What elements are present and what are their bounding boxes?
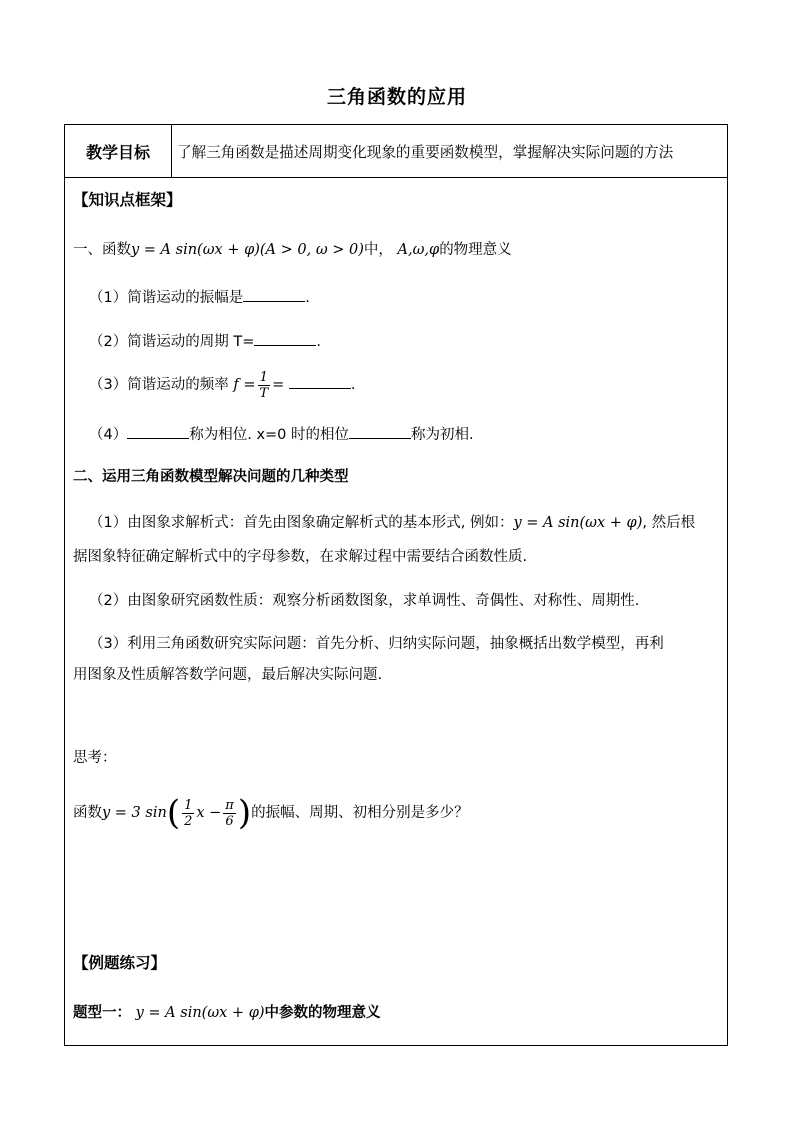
section-one-tail: 的物理意义	[439, 242, 512, 258]
type-one-formula: y = A sin(ωx + φ)	[513, 515, 643, 531]
item-period-end: .	[316, 334, 321, 350]
item-phase	[89, 424, 474, 446]
half-fraction	[182, 798, 194, 829]
fraction-denominator: 6	[225, 813, 234, 829]
item-amplitude	[89, 287, 310, 309]
fraction-denominator: T	[259, 385, 269, 401]
frequency-fraction	[257, 370, 270, 401]
example-type-one-prefix: 题型一：	[73, 1005, 131, 1021]
type-three-line1: （3）利用三角函数研究实际问题：首先分析、归纳实际问题，抽象概括出数学模型，再利	[89, 636, 664, 652]
section-one-vars: A,ω,φ	[397, 242, 440, 258]
examples-heading: 【例题练习】	[73, 954, 167, 972]
answer-blank	[243, 287, 305, 302]
pi-fraction	[223, 798, 236, 829]
objective-row	[65, 125, 727, 178]
item-frequency	[89, 368, 356, 402]
fraction-denominator: 2	[184, 813, 193, 829]
example-type-one-suffix: 中参数的物理意义	[264, 1005, 381, 1021]
page-title: 三角函数的应用	[326, 86, 467, 108]
objective-text: 了解三角函数是描述周期变化现象的重要函数模型，掌握解决实际问题的方法	[177, 143, 674, 161]
type-three-line2: 用图象及性质解答数学问题，最后解决实际问题.	[73, 667, 383, 683]
item-frequency-end: .	[350, 377, 356, 393]
type-two-line: （2）由图象研究函数性质：观察分析函数图象，求单调性、奇偶性、对称性、周期性.	[89, 593, 640, 609]
answer-blank	[289, 374, 351, 389]
example-type-one-formula: y = A sin(ωx + φ)	[135, 1005, 265, 1021]
section-two-heading: 二、运用三角函数模型解决问题的几种类型	[73, 469, 349, 485]
section-one-prefix: 一、函数	[73, 242, 131, 258]
item-period-text: （2）简谐运动的周期 T=	[89, 334, 255, 350]
objective-label: 教学目标	[65, 125, 172, 177]
item-phase-mid: 称为相位. x=0 时的相位	[189, 427, 350, 443]
section-one-line	[73, 239, 512, 261]
example-type-one	[73, 1002, 381, 1024]
equals-sign: =	[272, 377, 285, 393]
answer-blank	[254, 331, 316, 346]
fraction-numerator: 1	[184, 797, 193, 813]
answer-blank	[127, 424, 189, 439]
think-x: x −	[196, 805, 222, 821]
fraction-numerator: π	[225, 797, 234, 813]
think-question	[73, 793, 469, 833]
type-one-line2: 据图象特征确定解析式中的字母参数，在求解过程中需要结合函数性质.	[73, 549, 528, 565]
type-one-line1	[89, 512, 695, 534]
fraction-numerator: 1	[259, 369, 268, 385]
type-one-suffix: , 然后根	[642, 515, 696, 531]
item-frequency-text: （3）简谐运动的频率	[89, 377, 229, 393]
knowledge-heading: 【知识点框架】	[73, 191, 182, 209]
think-label: 思考：	[73, 750, 117, 766]
think-prefix: 函数	[73, 805, 102, 821]
answer-blank	[349, 424, 411, 439]
left-paren: (	[166, 793, 181, 833]
item-period	[89, 331, 321, 353]
section-one-formula: y = A sin(ωx + φ)(A > 0, ω > 0)	[131, 242, 364, 258]
worksheet-table	[64, 124, 728, 1046]
item-amplitude-end: .	[305, 290, 310, 306]
right-paren: )	[237, 793, 252, 833]
item-phase-end: 称为初相.	[411, 427, 474, 443]
think-suffix: 的振幅、周期、初相分别是多少？	[251, 805, 469, 821]
item-phase-prefix: （4）	[89, 427, 128, 443]
frequency-symbol: f =	[233, 377, 256, 393]
item-amplitude-text: （1）简谐运动的振幅是	[89, 290, 244, 306]
think-formula-lead: y = 3 sin	[102, 805, 167, 821]
section-one-suffix: 中，	[363, 242, 393, 258]
type-one-prefix: （1）由图象求解析式：首先由图象确定解析式的基本形式, 例如：	[89, 515, 514, 531]
